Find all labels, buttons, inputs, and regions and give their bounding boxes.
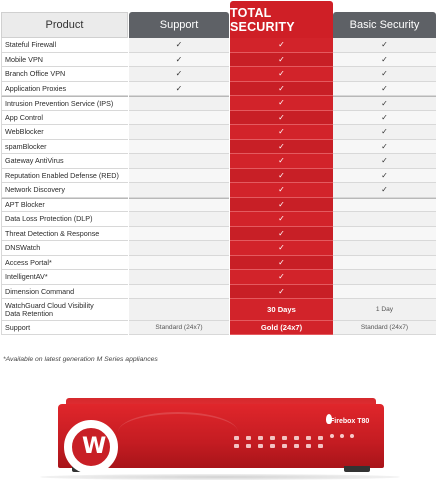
total-security-check-icon: ✓	[230, 154, 333, 169]
support-check-icon	[129, 227, 229, 242]
feature-label: APT Blocker	[1, 198, 128, 213]
basic-security-check-icon: ✓	[333, 67, 436, 82]
table-row	[0, 125, 436, 140]
table-row	[0, 67, 436, 82]
feature-label: Data Loss Protection (DLP)	[1, 212, 128, 227]
basic-security-check-icon: ✓	[333, 38, 436, 53]
support-check-icon	[129, 198, 229, 213]
table-row-cloud-retention	[0, 299, 436, 321]
port-icon	[294, 444, 299, 448]
cloud-retention-total: 30 Days	[230, 299, 333, 321]
status-led-icon	[330, 434, 334, 438]
basic-security-check-icon	[333, 227, 436, 242]
support-check-icon	[129, 241, 229, 256]
total-security-check-icon: ✓	[230, 111, 333, 126]
total-security-check-icon: ✓	[230, 198, 333, 213]
port-icon	[258, 436, 263, 440]
status-led-icon	[350, 434, 354, 438]
cloud-retention-label	[1, 299, 128, 321]
total-security-check-icon: ✓	[230, 38, 333, 53]
total-security-check-icon: ✓	[230, 183, 333, 198]
table-row	[0, 96, 436, 111]
feature-label: Access Portal*	[1, 256, 128, 271]
total-security-check-icon: ✓	[230, 82, 333, 97]
port-row-top	[234, 436, 323, 440]
table-row	[0, 227, 436, 242]
basic-security-check-icon: ✓	[333, 140, 436, 155]
port-icon	[282, 436, 287, 440]
total-security-check-icon: ✓	[230, 270, 333, 285]
support-check-icon	[129, 169, 229, 184]
cloud-retention-label-line2: Data Retention	[5, 309, 53, 318]
feature-label: Threat Detection & Response	[1, 227, 128, 242]
total-security-check-icon: ✓	[230, 285, 333, 300]
basic-security-check-icon: ✓	[333, 53, 436, 68]
support-check-icon	[129, 111, 229, 126]
feature-label: WebBlocker	[1, 125, 128, 140]
device-swirl-decoration	[118, 412, 238, 452]
port-icon	[306, 444, 311, 448]
basic-security-check-icon: ✓	[333, 111, 436, 126]
column-header-total-security: TOTAL SECURITY	[230, 1, 333, 38]
cloud-retention-support	[129, 299, 229, 321]
footnote: *Available on latest generation M Series appliances	[3, 356, 158, 363]
feature-label: Intrusion Prevention Service (IPS)	[1, 96, 128, 111]
basic-security-check-icon	[333, 285, 436, 300]
table-row	[0, 183, 436, 198]
basic-security-check-icon	[333, 212, 436, 227]
support-check-icon	[129, 256, 229, 271]
port-icon	[234, 444, 239, 448]
port-icon	[282, 444, 287, 448]
status-led-icon	[340, 434, 344, 438]
basic-security-check-icon	[333, 270, 436, 285]
basic-security-check-icon: ✓	[333, 82, 436, 97]
table-row	[0, 285, 436, 300]
support-check-icon	[129, 140, 229, 155]
total-security-check-icon: ✓	[230, 67, 333, 82]
port-icon	[318, 444, 323, 448]
total-security-check-icon: ✓	[230, 256, 333, 271]
table-row	[0, 169, 436, 184]
support-check-icon	[129, 183, 229, 198]
support-check-icon	[129, 154, 229, 169]
basic-security-check-icon: ✓	[333, 183, 436, 198]
cloud-retention-label-line1: WatchGuard Cloud Visibility	[5, 301, 94, 310]
table-row-support	[0, 321, 436, 335]
support-check-icon	[129, 96, 229, 111]
feature-label: Mobile VPN	[1, 53, 128, 68]
table-row	[0, 154, 436, 169]
feature-label: Reputation Enabled Defense (RED)	[1, 169, 128, 184]
table-row	[0, 241, 436, 256]
column-header-support: Support	[129, 12, 229, 38]
device-brand-label: Firebox T80	[330, 418, 370, 425]
support-check-icon: ✓	[129, 82, 229, 97]
support-check-icon: ✓	[129, 38, 229, 53]
feature-label: IntelligentAV*	[1, 270, 128, 285]
total-security-check-icon: ✓	[230, 53, 333, 68]
feature-label: Branch Office VPN	[1, 67, 128, 82]
column-header-basic-security: Basic Security	[333, 12, 436, 38]
table-row	[0, 256, 436, 271]
column-header-product: Product	[1, 12, 128, 38]
total-security-check-icon: ✓	[230, 227, 333, 242]
port-icon	[294, 436, 299, 440]
support-check-icon	[129, 212, 229, 227]
support-level-support: Standard (24x7)	[129, 321, 229, 335]
total-security-check-icon: ✓	[230, 96, 333, 111]
table-row	[0, 111, 436, 126]
cloud-retention-basic: 1 Day	[333, 299, 436, 321]
feature-label: Dimension Command	[1, 285, 128, 300]
feature-label: Network Discovery	[1, 183, 128, 198]
support-check-icon	[129, 125, 229, 140]
basic-security-check-icon	[333, 198, 436, 213]
table-row	[0, 140, 436, 155]
basic-security-check-icon: ✓	[333, 96, 436, 111]
basic-security-check-icon: ✓	[333, 169, 436, 184]
support-check-icon: ✓	[129, 67, 229, 82]
device-foot-right	[344, 466, 370, 472]
logo-letter: W	[82, 434, 107, 459]
basic-security-check-icon: ✓	[333, 154, 436, 169]
table-row	[0, 198, 436, 213]
port-row-bottom	[234, 444, 323, 448]
port-icon	[246, 444, 251, 448]
feature-label: spamBlocker	[1, 140, 128, 155]
total-security-check-icon: ✓	[230, 169, 333, 184]
support-check-icon	[129, 270, 229, 285]
basic-security-check-icon	[333, 256, 436, 271]
port-icon	[258, 444, 263, 448]
basic-security-check-icon: ✓	[333, 125, 436, 140]
support-check-icon: ✓	[129, 53, 229, 68]
basic-security-check-icon	[333, 241, 436, 256]
watchguard-logo-icon	[64, 420, 118, 474]
port-icon	[270, 436, 275, 440]
port-icon	[246, 436, 251, 440]
feature-label: Stateful Firewall	[1, 38, 128, 53]
support-check-icon	[129, 285, 229, 300]
port-icon	[318, 436, 323, 440]
support-level-basic: Standard (24x7)	[333, 321, 436, 335]
table-row	[0, 212, 436, 227]
status-led-row	[330, 434, 354, 438]
total-security-check-icon: ✓	[230, 241, 333, 256]
table-row	[0, 270, 436, 285]
total-security-check-icon: ✓	[230, 125, 333, 140]
table-row	[0, 82, 436, 97]
support-row-label: Support	[1, 321, 128, 335]
port-icon	[306, 436, 311, 440]
table-row	[0, 38, 436, 53]
feature-label: Application Proxies	[1, 82, 128, 97]
table-row	[0, 53, 436, 68]
total-security-check-icon: ✓	[230, 212, 333, 227]
feature-label: Gateway AntiVirus	[1, 154, 128, 169]
support-level-total: Gold (24x7)	[230, 321, 333, 335]
total-security-check-icon: ✓	[230, 140, 333, 155]
port-icon	[270, 444, 275, 448]
feature-label: DNSWatch	[1, 241, 128, 256]
firebox-device-image	[58, 404, 384, 476]
feature-label: App Control	[1, 111, 128, 126]
port-icon	[234, 436, 239, 440]
